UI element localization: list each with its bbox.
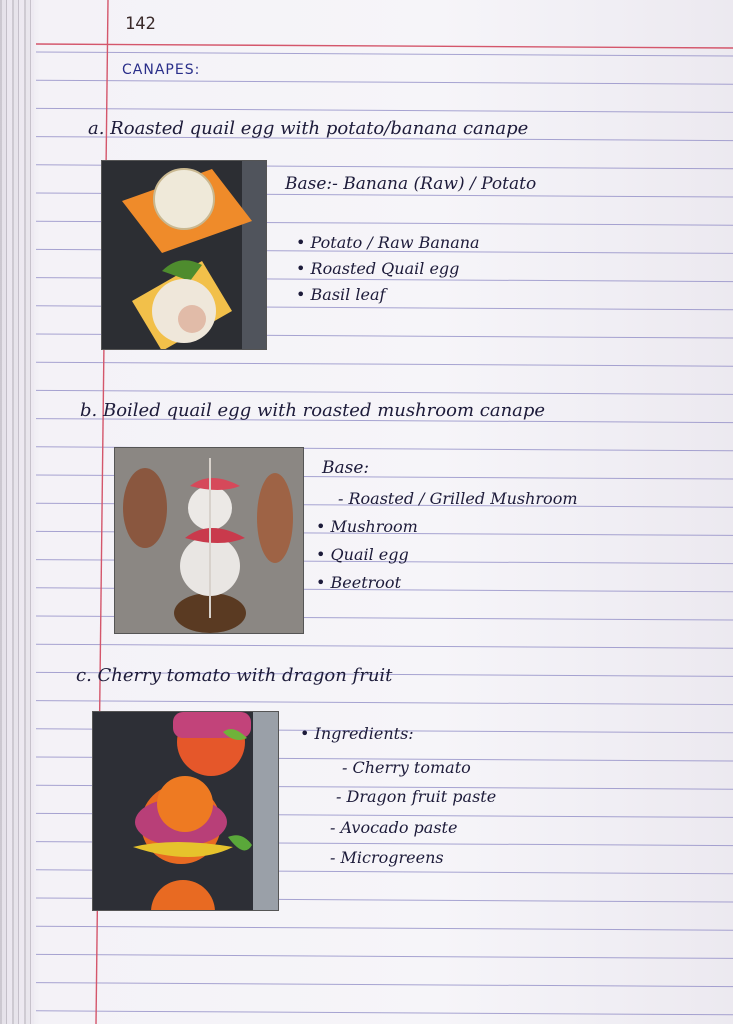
rule-line — [36, 52, 733, 56]
rule-line — [36, 926, 733, 930]
item-b-ingredient: - Roasted / Grilled Mushroom — [338, 489, 578, 508]
item-c-ingredient: - Cherry tomato — [342, 758, 471, 777]
rule-line — [36, 80, 733, 84]
item-a-base: Base:- Banana (Raw) / Potato — [285, 174, 537, 194]
item-c-ingredient: - Avocado paste — [330, 818, 458, 837]
item-a-ingredient: • Basil leaf — [296, 285, 386, 304]
item-c-title: c. Cherry tomato with dragon fruit — [76, 665, 393, 686]
item-b-title: b. Boiled quail egg with roasted mushroom canape — [80, 400, 546, 421]
rule-line — [36, 362, 733, 366]
item-a-title: a. Roasted quail egg with potato/banana canape — [88, 118, 529, 139]
page-heading: CANAPES: — [122, 62, 201, 78]
rule-line — [36, 954, 733, 958]
item-a-ingredient: • Potato / Raw Banana — [296, 233, 480, 252]
item-b-ingredient: • Beetroot — [316, 573, 401, 592]
rule-line — [36, 108, 733, 112]
rule-line — [36, 701, 733, 705]
rule-line — [36, 644, 733, 648]
top-margin-line — [36, 44, 733, 48]
item-c-photo — [92, 711, 279, 911]
page-number: 142 — [125, 14, 156, 34]
item-c-base: • Ingredients: — [300, 724, 414, 743]
item-b-base: Base: — [322, 458, 370, 478]
item-b-photo — [114, 447, 304, 634]
item-c-ingredient: - Dragon fruit paste — [336, 787, 497, 806]
item-c-ingredient: - Microgreens — [330, 848, 444, 867]
rule-line — [36, 390, 733, 394]
item-a-photo — [101, 160, 267, 350]
item-a-ingredient: • Roasted Quail egg — [296, 259, 460, 278]
rule-line — [36, 983, 733, 987]
rule-line — [36, 1011, 733, 1015]
item-b-ingredient: • Quail egg — [316, 545, 409, 564]
item-b-ingredient: • Mushroom — [316, 517, 418, 536]
